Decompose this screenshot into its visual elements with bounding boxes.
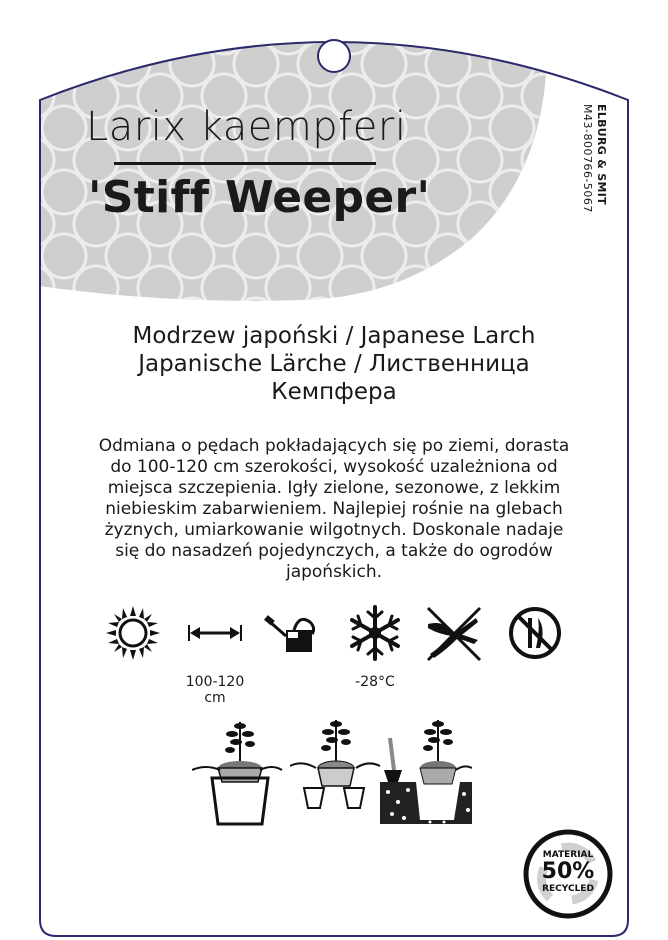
description-line: Odmiana o pędach pokładających się po ziemi, dorasta [98,436,570,456]
common-name-line: Кемпфера [271,379,397,405]
description-line: japońskich. [285,562,383,582]
hardiness-caption: -28°C [355,674,395,690]
plant-in-soil-icon [380,712,472,826]
common-names [80,322,588,406]
badge-line-recycled: RECYCLED [542,884,594,894]
badge-line-material: MATERIAL [542,850,594,860]
care-icons [100,604,570,706]
recycled-material-badge [522,828,614,920]
no-pruning-shears-icon [424,604,482,662]
latin-name: Larix kaempferi [86,104,407,150]
badge-line-percent: 50% [541,859,595,884]
description-line: niebieskim zabarwieniem. Najlepiej rośnie na glebach [105,499,563,519]
common-name-line: Modrzew japoński / Japanese Larch [132,323,536,349]
width-arrow-icon [186,604,244,662]
no-cutting-icon [506,604,564,662]
description-line: się do nasadzeń pojedynczych, a także do ogrodów [115,541,553,561]
watering-can-icon [264,604,322,662]
description-line: miejsca szczepienia. Igły zielone, sezonowe, z lekkim [107,478,561,498]
description-line: do 100-120 cm szerokości, wysokość uzależniona od [110,457,558,477]
sun-icon [104,604,162,662]
brand-block [581,104,616,244]
planting-steps [186,712,486,832]
width-caption: 100-120 cm [185,674,245,706]
snowflake-icon [346,604,404,662]
description-line: żyznych, umiarkowanie wilgotnych. Doskonale nadaje [104,520,564,540]
title-divider [114,162,376,165]
brand-code: M43-800766-5067 [581,104,594,213]
common-name-line: Japanische Lärche / Лиственница [138,351,530,377]
cultivar-name: 'Stiff Weeper' [88,172,431,223]
description [70,436,598,583]
hanging-hole [318,40,350,72]
soak-roots-icon [290,712,382,826]
remove-pot-icon [192,712,284,826]
brand-name: ELBURG & SMIT [595,104,608,205]
